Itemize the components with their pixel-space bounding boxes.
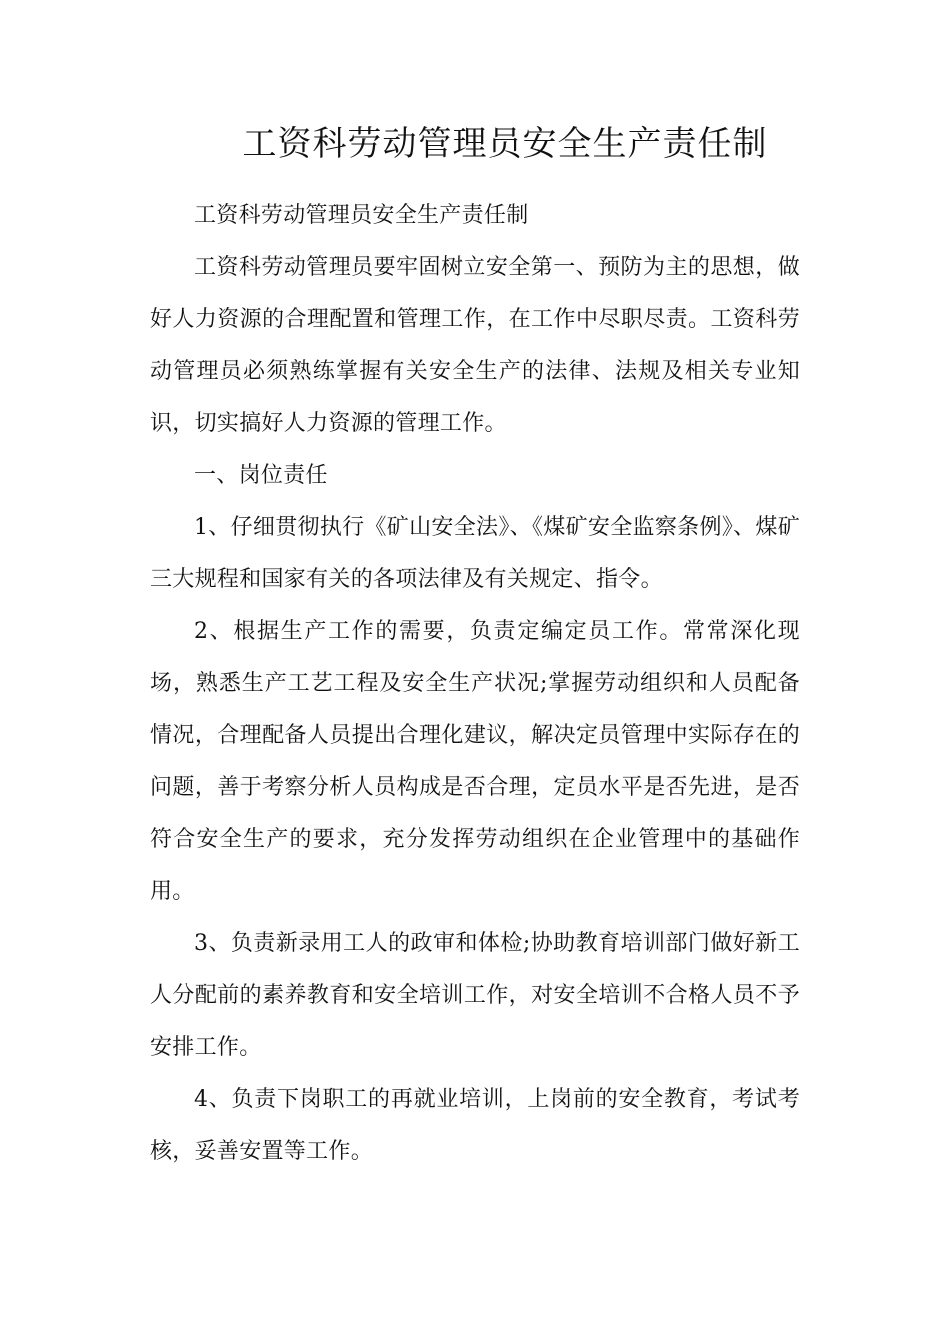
paragraph-item-2: 2、根据生产工作的需要，负责定编定员工作。常常深化现场，熟悉生产工艺工程及安全生产状况;掌握劳动组织和人员配备情况，合理配备人员提出合理化建议，解决定员管理中实际存在的问题，善于考察分析人员构成是否合理，定员水平是否先进，是否符合安全生产的要求，充分发挥劳动组织在企业管理中的基础作用。 — [150, 619, 800, 904]
paragraph-item-4: 4、负责下岗职工的再就业培训，上岗前的安全教育，考试考核，妥善安置等工作。 — [150, 1087, 800, 1164]
paragraph-intro: 工资科劳动管理员要牢固树立安全第一、预防为主的思想，做好人力资源的合理配置和管理工作，在工作中尽职尽责。工资科劳动管理员必须熟练掌握有关安全生产的法律、法规及相关专业知识，切实搞好人力资源的管理工作。 — [150, 255, 800, 436]
document-title: 工资科劳动管理员安全生产责任制 — [242, 124, 768, 164]
section-heading-duties: 一、岗位责任 — [194, 463, 328, 488]
paragraph-subtitle: 工资科劳动管理员安全生产责任制 — [194, 203, 529, 228]
paragraph-item-1: 1、仔细贯彻执行《矿山安全法》、《煤矿安全监察条例》、煤矿三大规程和国家有关的各项法律及有关规定、指令。 — [150, 515, 800, 592]
document-body — [150, 190, 800, 1178]
paragraph-item-3: 3、负责新录用工人的政审和体检;协助教育培训部门做好新工人分配前的素养教育和安全培训工作，对安全培训不合格人员不予安排工作。 — [150, 931, 800, 1060]
